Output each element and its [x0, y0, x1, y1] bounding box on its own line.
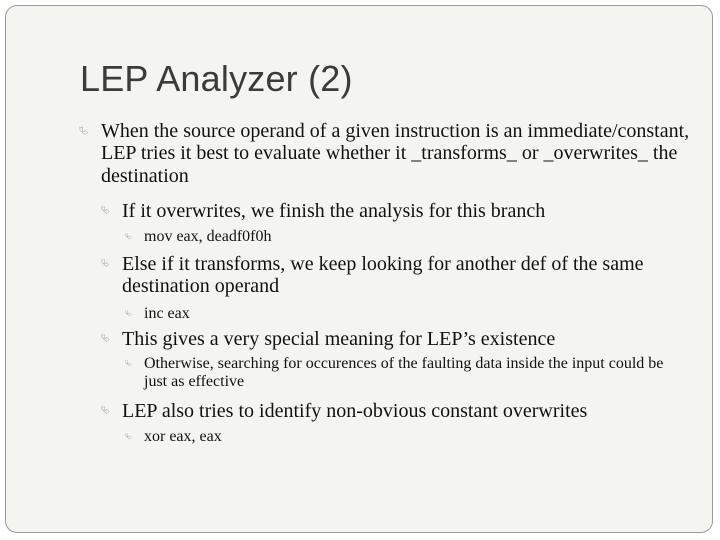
- bullet-text: If it overwrites, we finish the analysis for this branch: [122, 200, 546, 222]
- bullet-text: Otherwise, searching for occurences of the faulting data inside the input could be just as effective: [144, 355, 664, 390]
- bullet-marker-icon: ⮱: [125, 232, 133, 242]
- bullet-text: inc eax: [144, 305, 190, 322]
- bullet-marker-icon: ⮱: [125, 309, 133, 319]
- bullet-marker-icon: ⮱: [79, 124, 89, 138]
- bullet-text: Else if it transforms, we keep looking for another def of the same destination operand: [122, 253, 644, 298]
- bullet-item: [125, 355, 664, 391]
- bullet-text: mov eax, deadf0f0h: [144, 228, 272, 245]
- slide-title: LEP Analyzer (2): [80, 58, 353, 99]
- bullet-marker-icon: ⮱: [101, 257, 110, 270]
- bullet-item: [125, 428, 684, 446]
- bullet-item: [101, 400, 682, 422]
- bullet-text: This gives a very special meaning for LEP’s existence: [122, 328, 556, 350]
- bullet-text: LEP also tries to identify non-obvious constant overwrites: [122, 400, 588, 422]
- bullet-item: [101, 200, 682, 222]
- bullet-item: [125, 305, 684, 323]
- bullet-marker-icon: ⮱: [125, 359, 133, 369]
- bullet-marker-icon: ⮱: [101, 404, 110, 417]
- bullet-item: [125, 228, 684, 246]
- bullet-text: When the source operand of a given instruction is an immediate/constant, LEP tries it best to evaluate whether it _transforms_ or _overwrites_ the destination: [101, 120, 690, 187]
- bullet-item: [101, 253, 682, 298]
- bullet-marker-icon: ⮱: [125, 432, 133, 442]
- bullet-text: xor eax, eax: [144, 428, 222, 445]
- bullet-marker-icon: ⮱: [101, 332, 110, 345]
- bullet-item: [101, 328, 682, 350]
- bullet-marker-icon: ⮱: [101, 204, 110, 217]
- bullet-item: [79, 120, 691, 187]
